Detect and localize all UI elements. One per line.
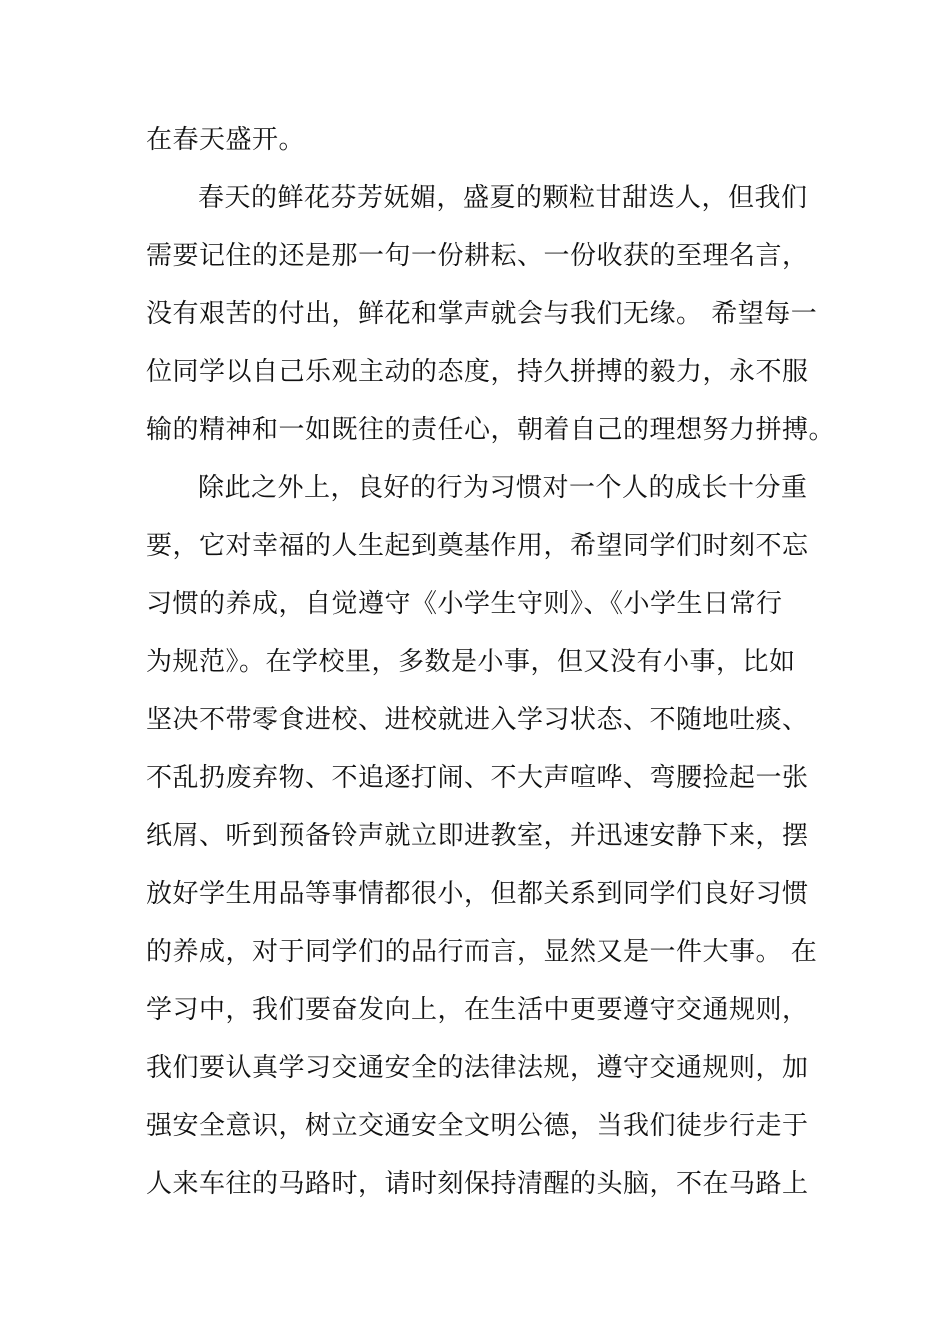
text-line: 为规范》。在学校里，多数是小事，但又没有小事，比如 bbox=[146, 647, 796, 677]
text-line: 不乱扔废弃物、不追逐打闹、不大声喧哗、弯腰捡起一张 bbox=[146, 763, 809, 793]
text-line: 需要记住的还是那一句一份耕耘、一份收获的至理名言， bbox=[146, 241, 809, 271]
text-line: 习惯的养成，自觉遵守《小学生守则》、《小学生日常行 bbox=[146, 589, 783, 619]
text-line: 在春天盛开。 bbox=[146, 125, 306, 155]
text-line: 强安全意识，树立交通安全文明公德，当我们徒步行走于 bbox=[146, 1111, 809, 1141]
text-line: 学习中，我们要奋发向上，在生活中更要遵守交通规则， bbox=[146, 995, 809, 1025]
text-line: 坚决不带零食进校、进校就进入学习状态、不随地吐痰、 bbox=[146, 705, 809, 735]
text-line: 要，它对幸福的人生起到奠基作用，希望同学们时刻不忘 bbox=[146, 531, 809, 561]
text-line: 纸屑、听到预备铃声就立即进教室，并迅速安静下来，摆 bbox=[146, 821, 809, 851]
text-line: 输的精神和一如既往的责任心，朝着自己的理想努力拼搏。 bbox=[146, 415, 836, 445]
paragraph-first-line: 春天的鲜花芬芳妩媚，盛夏的颗粒甘甜迭人，但我们 bbox=[198, 183, 808, 213]
body-text bbox=[146, 118, 836, 1220]
text-line: 没有艰苦的付出，鲜花和掌声就会与我们无缘。 希望每一 bbox=[146, 299, 818, 329]
text-line: 人来车往的马路时，请时刻保持清醒的头脑，不在马路上 bbox=[146, 1169, 809, 1199]
text-line: 位同学以自己乐观主动的态度，持久拼搏的毅力，永不服 bbox=[146, 357, 809, 387]
text-line: 的养成，对于同学们的品行而言，显然又是一件大事。 在 bbox=[146, 937, 818, 967]
text-line: 我们要认真学习交通安全的法律法规，遵守交通规则，加 bbox=[146, 1053, 809, 1083]
text-line: 放好学生用品等事情都很小，但都关系到同学们良好习惯 bbox=[146, 879, 809, 909]
paragraph-first-line: 除此之外上，良好的行为习惯对一个人的成长十分重 bbox=[198, 473, 808, 503]
